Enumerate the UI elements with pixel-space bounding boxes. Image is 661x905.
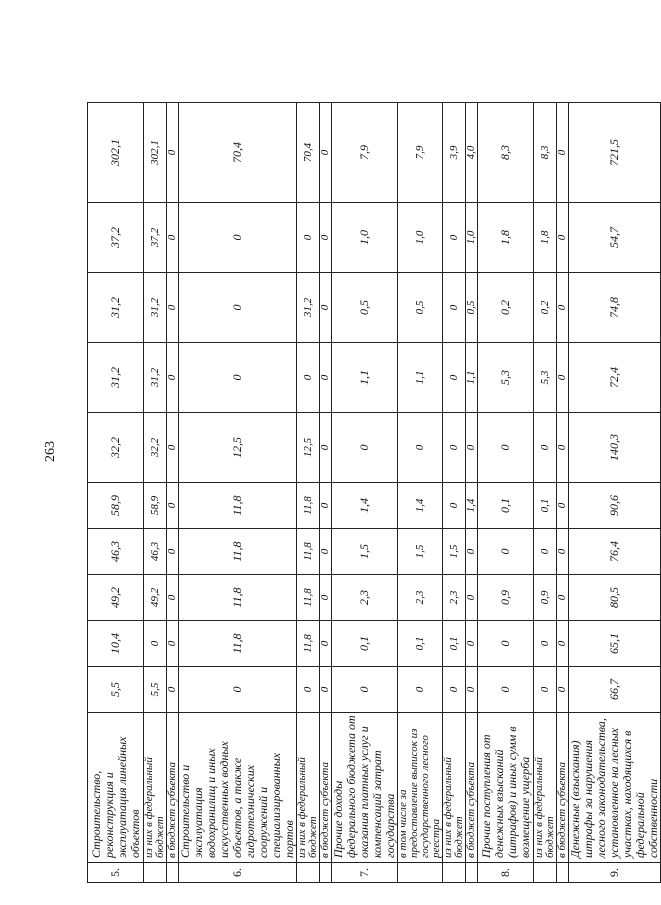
value-cell: 0 bbox=[466, 621, 478, 667]
value-cell: 0,9 bbox=[478, 575, 534, 621]
value-cell: 0 bbox=[557, 103, 569, 203]
value-cell: 0 bbox=[320, 203, 332, 273]
table-row bbox=[297, 103, 320, 883]
value-cell: 302,1 bbox=[144, 103, 167, 203]
value-cell: 1,1 bbox=[398, 343, 443, 413]
row-number bbox=[167, 863, 179, 883]
rotated-table-container bbox=[87, 103, 660, 883]
value-cell: 37,2 bbox=[88, 203, 144, 273]
value-cell: 58,9 bbox=[88, 483, 144, 529]
value-cell: 0 bbox=[557, 203, 569, 273]
value-cell: 1,4 bbox=[466, 483, 478, 529]
value-cell: 11,8 bbox=[179, 483, 297, 529]
value-cell: 0 bbox=[179, 273, 297, 343]
table-row bbox=[443, 103, 466, 883]
value-cell: 11,8 bbox=[179, 621, 297, 667]
row-label: Строительство, реконструкция и эксплуатация линейных объектов bbox=[88, 713, 144, 863]
value-cell: 0 bbox=[466, 413, 478, 483]
row-label: в бюджет субъекта bbox=[167, 713, 179, 863]
value-cell: 0 bbox=[398, 667, 443, 713]
row-number: 8. bbox=[478, 863, 534, 883]
value-cell: 4,0 bbox=[466, 103, 478, 203]
table-row bbox=[534, 103, 557, 883]
value-cell: 0 bbox=[297, 667, 320, 713]
row-label: в бюджет субъекта bbox=[466, 713, 478, 863]
row-label: из них в федеральный бюджет bbox=[297, 713, 320, 863]
value-cell: 0 bbox=[167, 483, 179, 529]
value-cell: 0 bbox=[320, 483, 332, 529]
value-cell: 12,5 bbox=[179, 413, 297, 483]
value-cell: 0 bbox=[144, 621, 167, 667]
value-cell: 0 bbox=[534, 667, 557, 713]
value-cell: 1,8 bbox=[478, 203, 534, 273]
value-cell: 0 bbox=[167, 621, 179, 667]
value-cell: 0 bbox=[179, 203, 297, 273]
row-label: Строительство и эксплуатация водохранилищ и иных искусственных водных объектов, а также гидротехнических сооружений и специализированных портов bbox=[179, 713, 297, 863]
value-cell: 46,3 bbox=[88, 529, 144, 575]
value-cell: 0,5 bbox=[332, 273, 398, 343]
value-cell: 70,4 bbox=[179, 103, 297, 203]
value-cell: 0 bbox=[443, 483, 466, 529]
value-cell: 5,5 bbox=[88, 667, 144, 713]
row-number: 9. bbox=[569, 863, 661, 883]
value-cell: 0 bbox=[443, 413, 466, 483]
value-cell: 0 bbox=[320, 273, 332, 343]
row-number bbox=[297, 863, 320, 883]
table-row bbox=[557, 103, 569, 883]
value-cell: 0,1 bbox=[398, 621, 443, 667]
row-number bbox=[557, 863, 569, 883]
row-number: 6. bbox=[179, 863, 297, 883]
value-cell: 0 bbox=[557, 621, 569, 667]
row-label: Прочие доходы федерального бюджета от оказания платных услуг и компенсаций затрат государства bbox=[332, 713, 398, 863]
table-row bbox=[167, 103, 179, 883]
value-cell: 2,3 bbox=[398, 575, 443, 621]
value-cell: 0,5 bbox=[398, 273, 443, 343]
value-cell: 76,4 bbox=[569, 529, 661, 575]
value-cell: 0,9 bbox=[534, 575, 557, 621]
value-cell: 32,2 bbox=[88, 413, 144, 483]
value-cell: 90,6 bbox=[569, 483, 661, 529]
value-cell: 46,3 bbox=[144, 529, 167, 575]
value-cell: 0 bbox=[167, 575, 179, 621]
value-cell: 0 bbox=[167, 529, 179, 575]
value-cell: 0 bbox=[534, 413, 557, 483]
value-cell: 11,8 bbox=[179, 529, 297, 575]
table-row bbox=[478, 103, 534, 883]
value-cell: 7,9 bbox=[398, 103, 443, 203]
value-cell: 0,5 bbox=[466, 273, 478, 343]
value-cell: 5,5 bbox=[144, 667, 167, 713]
value-cell: 0 bbox=[557, 273, 569, 343]
row-label: в бюджет субъекта bbox=[320, 713, 332, 863]
value-cell: 2,3 bbox=[332, 575, 398, 621]
value-cell: 0 bbox=[297, 343, 320, 413]
value-cell: 0,1 bbox=[332, 621, 398, 667]
revenue-table bbox=[87, 102, 661, 883]
value-cell: 0,2 bbox=[478, 273, 534, 343]
value-cell: 0 bbox=[320, 575, 332, 621]
row-number: 5. bbox=[88, 863, 144, 883]
value-cell: 31,2 bbox=[144, 273, 167, 343]
value-cell: 31,2 bbox=[144, 343, 167, 413]
row-label: из них в федеральный бюджет bbox=[144, 713, 167, 863]
value-cell: 74,8 bbox=[569, 273, 661, 343]
value-cell: 37,2 bbox=[144, 203, 167, 273]
row-number bbox=[320, 863, 332, 883]
row-number bbox=[466, 863, 478, 883]
value-cell: 0 bbox=[443, 273, 466, 343]
value-cell: 0 bbox=[557, 413, 569, 483]
value-cell: 2,3 bbox=[443, 575, 466, 621]
value-cell: 31,2 bbox=[88, 343, 144, 413]
value-cell: 0 bbox=[320, 103, 332, 203]
value-cell: 0 bbox=[167, 103, 179, 203]
value-cell: 302,1 bbox=[88, 103, 144, 203]
value-cell: 0 bbox=[443, 667, 466, 713]
value-cell: 0 bbox=[297, 203, 320, 273]
value-cell: 31,2 bbox=[88, 273, 144, 343]
value-cell: 11,8 bbox=[297, 529, 320, 575]
row-number bbox=[534, 863, 557, 883]
value-cell: 0 bbox=[443, 203, 466, 273]
value-cell: 0 bbox=[478, 667, 534, 713]
value-cell: 0 bbox=[320, 667, 332, 713]
value-cell: 1,0 bbox=[332, 203, 398, 273]
value-cell: 0 bbox=[167, 667, 179, 713]
value-cell: 0 bbox=[557, 529, 569, 575]
value-cell: 0 bbox=[398, 413, 443, 483]
value-cell: 0 bbox=[167, 413, 179, 483]
value-cell: 1,5 bbox=[332, 529, 398, 575]
value-cell: 721,5 bbox=[569, 103, 661, 203]
value-cell: 1,4 bbox=[332, 483, 398, 529]
value-cell: 0 bbox=[332, 413, 398, 483]
value-cell: 140,3 bbox=[569, 413, 661, 483]
value-cell: 0 bbox=[443, 343, 466, 413]
value-cell: 5,3 bbox=[478, 343, 534, 413]
value-cell: 1,1 bbox=[466, 343, 478, 413]
row-label: в том числе за предоставление выписок из государственного лесного реестра bbox=[398, 713, 443, 863]
value-cell: 12,5 bbox=[297, 413, 320, 483]
value-cell: 58,9 bbox=[144, 483, 167, 529]
value-cell: 0,1 bbox=[478, 483, 534, 529]
value-cell: 11,8 bbox=[297, 483, 320, 529]
value-cell: 54,7 bbox=[569, 203, 661, 273]
value-cell: 0 bbox=[478, 621, 534, 667]
table-row bbox=[320, 103, 332, 883]
value-cell: 0 bbox=[534, 621, 557, 667]
value-cell: 0,1 bbox=[443, 621, 466, 667]
value-cell: 1,0 bbox=[398, 203, 443, 273]
value-cell: 1,5 bbox=[398, 529, 443, 575]
value-cell: 49,2 bbox=[144, 575, 167, 621]
row-number bbox=[443, 863, 466, 883]
value-cell: 0 bbox=[557, 667, 569, 713]
row-label: из них в федеральный бюджет bbox=[443, 713, 466, 863]
value-cell: 0 bbox=[534, 529, 557, 575]
value-cell: 11,8 bbox=[297, 575, 320, 621]
value-cell: 1,8 bbox=[534, 203, 557, 273]
table-row bbox=[144, 103, 167, 883]
value-cell: 3,9 bbox=[443, 103, 466, 203]
value-cell: 0 bbox=[320, 343, 332, 413]
value-cell: 0 bbox=[466, 667, 478, 713]
value-cell: 49,2 bbox=[88, 575, 144, 621]
value-cell: 0 bbox=[167, 273, 179, 343]
value-cell: 0 bbox=[167, 203, 179, 273]
row-number bbox=[398, 863, 443, 883]
value-cell: 66,7 bbox=[569, 667, 661, 713]
value-cell: 31,2 bbox=[297, 273, 320, 343]
value-cell: 0 bbox=[557, 483, 569, 529]
table-row bbox=[88, 103, 144, 883]
table-row bbox=[179, 103, 297, 883]
value-cell: 1,5 bbox=[443, 529, 466, 575]
value-cell: 0 bbox=[320, 529, 332, 575]
row-number bbox=[144, 863, 167, 883]
value-cell: 11,8 bbox=[179, 575, 297, 621]
value-cell: 0 bbox=[478, 529, 534, 575]
row-label: из них в федеральный бюджет bbox=[534, 713, 557, 863]
value-cell: 8,3 bbox=[534, 103, 557, 203]
value-cell: 65,1 bbox=[569, 621, 661, 667]
value-cell: 0 bbox=[557, 343, 569, 413]
table-row bbox=[569, 103, 661, 883]
value-cell: 1,4 bbox=[398, 483, 443, 529]
value-cell: 72,4 bbox=[569, 343, 661, 413]
value-cell: 10,4 bbox=[88, 621, 144, 667]
value-cell: 0 bbox=[557, 575, 569, 621]
value-cell: 0 bbox=[466, 575, 478, 621]
value-cell: 0 bbox=[167, 343, 179, 413]
value-cell: 8,3 bbox=[478, 103, 534, 203]
value-cell: 7,9 bbox=[332, 103, 398, 203]
value-cell: 0 bbox=[478, 413, 534, 483]
value-cell: 1,0 bbox=[466, 203, 478, 273]
page-number: 263 bbox=[43, 441, 58, 462]
row-label: Денежные (взыскания) штрафы за нарушения лесного законодательства, установленное на лесных участках, находящихся в федеральной собственности bbox=[569, 713, 661, 863]
value-cell: 5,3 bbox=[534, 343, 557, 413]
table-row bbox=[398, 103, 443, 883]
value-cell: 0 bbox=[332, 667, 398, 713]
row-label: в бюджет субъекта bbox=[557, 713, 569, 863]
table-row bbox=[332, 103, 398, 883]
value-cell: 0 bbox=[320, 413, 332, 483]
value-cell: 70,4 bbox=[297, 103, 320, 203]
table-row bbox=[466, 103, 478, 883]
value-cell: 0 bbox=[179, 343, 297, 413]
value-cell: 80,5 bbox=[569, 575, 661, 621]
value-cell: 32,2 bbox=[144, 413, 167, 483]
value-cell: 0,2 bbox=[534, 273, 557, 343]
value-cell: 0 bbox=[320, 621, 332, 667]
value-cell: 0 bbox=[179, 667, 297, 713]
row-label: Прочие поступления от денежных взысканий (штрафов) и иных сумм в возмещение ущерба bbox=[478, 713, 534, 863]
value-cell: 0 bbox=[466, 529, 478, 575]
value-cell: 1,1 bbox=[332, 343, 398, 413]
row-number: 7. bbox=[332, 863, 398, 883]
value-cell: 0,1 bbox=[534, 483, 557, 529]
value-cell: 11,8 bbox=[297, 621, 320, 667]
